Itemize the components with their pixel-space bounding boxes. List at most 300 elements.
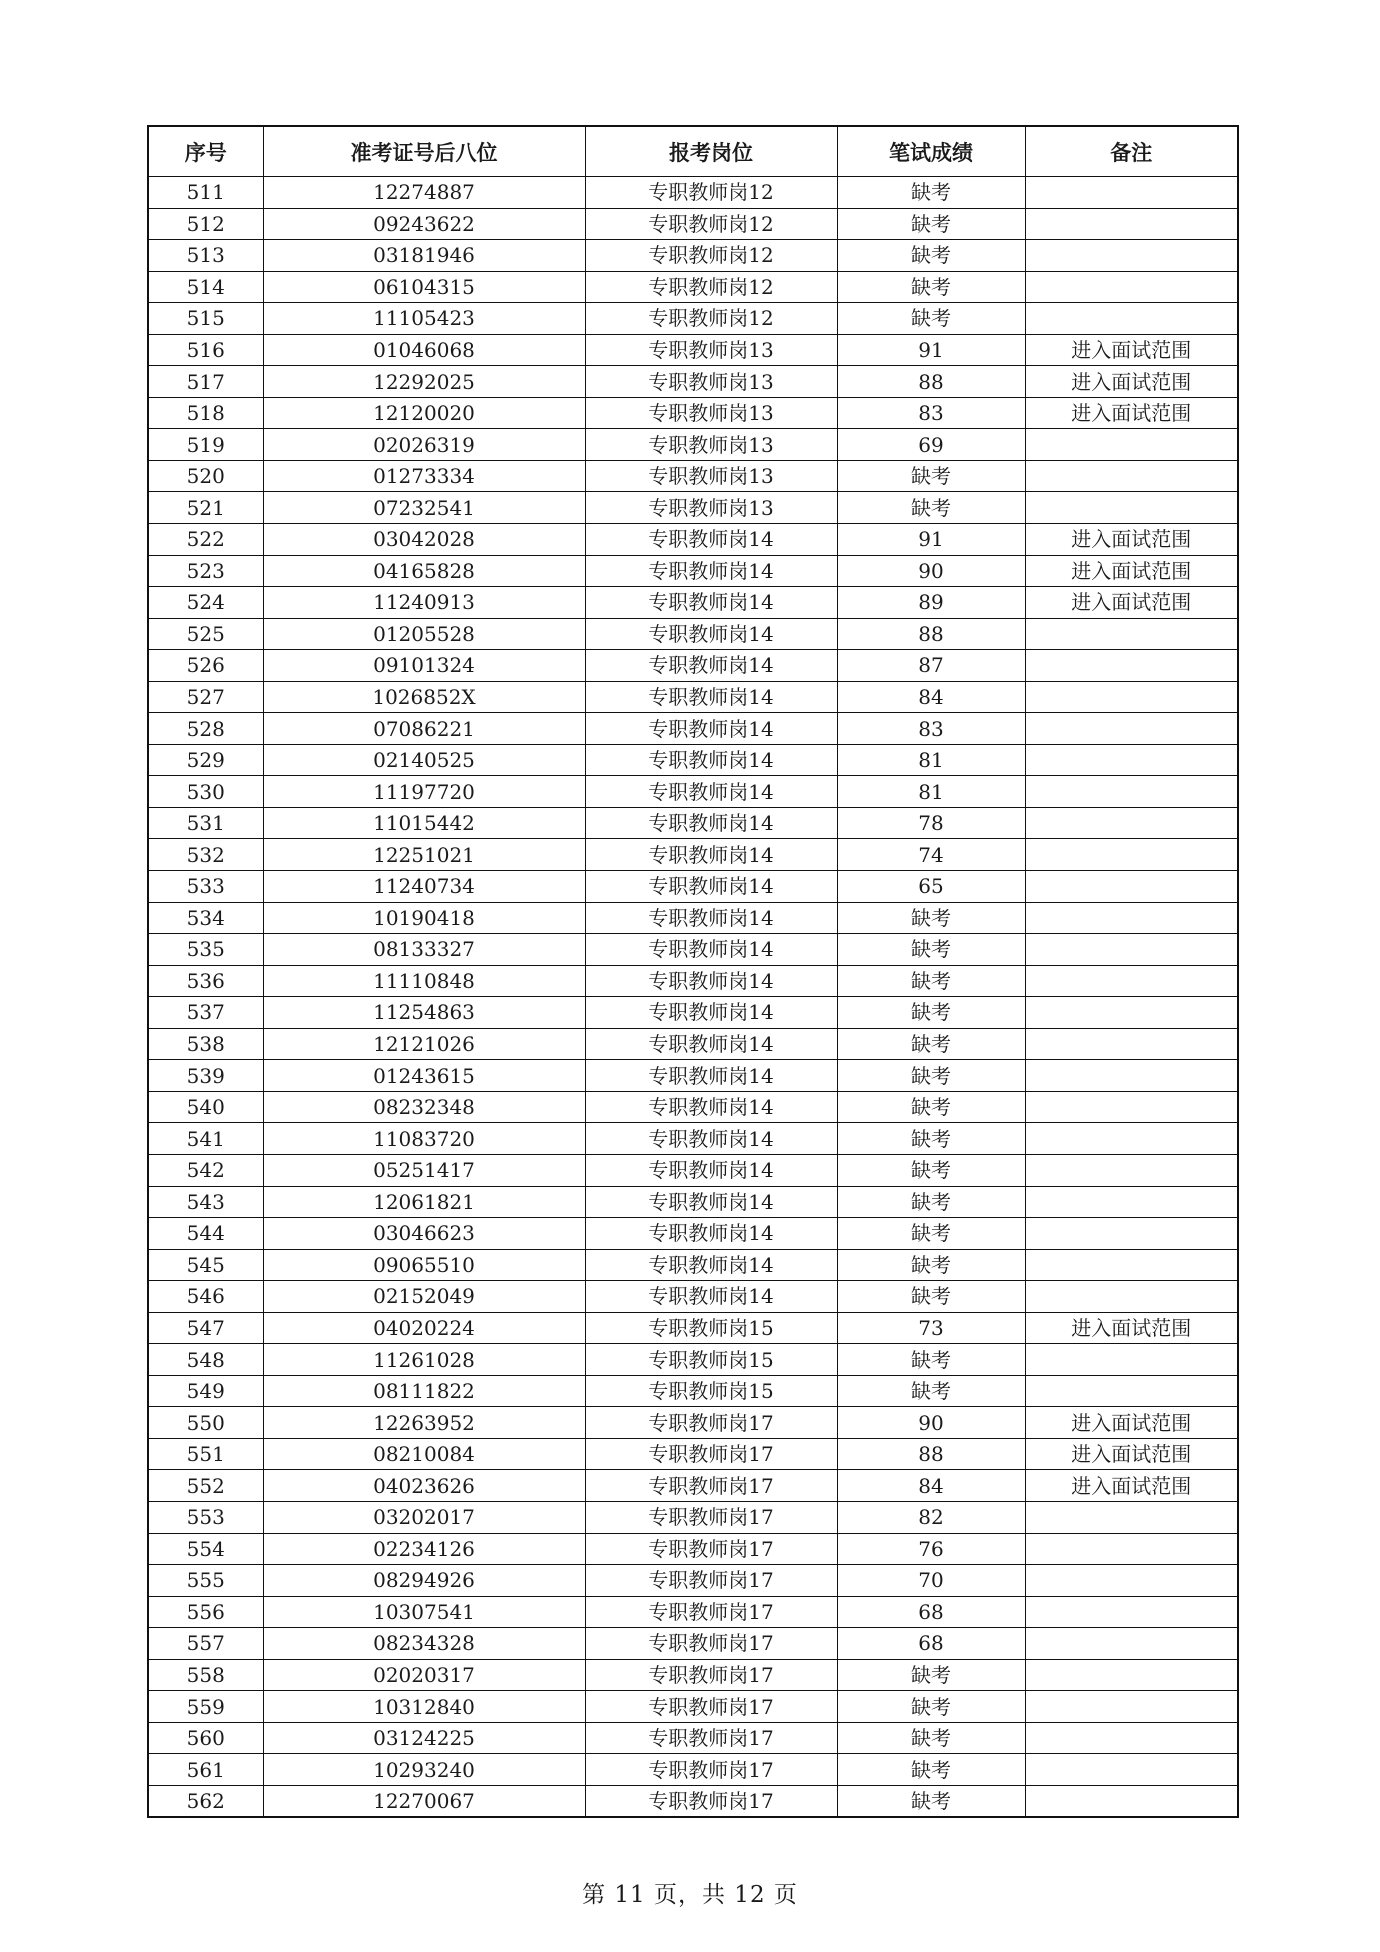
cell-remarks: [1025, 1154, 1238, 1186]
table-row: [148, 839, 1238, 871]
cell-written-score: 82: [837, 1501, 1025, 1533]
cell-position: 专职教师岗15: [585, 1344, 837, 1376]
cell-seq: 546: [148, 1281, 263, 1313]
cell-position: 专职教师岗14: [585, 1249, 837, 1281]
table-row: [148, 460, 1238, 492]
cell-position: 专职教师岗14: [585, 1186, 837, 1218]
cell-remarks: [1025, 1628, 1238, 1660]
cell-remarks: [1025, 1722, 1238, 1754]
cell-ticket-number: 08232348: [263, 1091, 585, 1123]
cell-seq: 543: [148, 1186, 263, 1218]
table-body: [148, 177, 1238, 1818]
table-row: [148, 1281, 1238, 1313]
cell-position: 专职教师岗14: [585, 618, 837, 650]
cell-remarks: [1025, 1659, 1238, 1691]
cell-seq: 552: [148, 1470, 263, 1502]
cell-position: 专职教师岗14: [585, 1123, 837, 1155]
cell-written-score: 缺考: [837, 1691, 1025, 1723]
table-row: [148, 1596, 1238, 1628]
cell-remarks: [1025, 303, 1238, 335]
cell-position: 专职教师岗15: [585, 1375, 837, 1407]
cell-remarks: [1025, 492, 1238, 524]
cell-position: 专职教师岗14: [585, 839, 837, 871]
cell-written-score: 缺考: [837, 492, 1025, 524]
cell-seq: 562: [148, 1785, 263, 1817]
cell-position: 专职教师岗14: [585, 744, 837, 776]
cell-position: 专职教师岗14: [585, 1091, 837, 1123]
cell-ticket-number: 10307541: [263, 1596, 585, 1628]
cell-ticket-number: 03124225: [263, 1722, 585, 1754]
table-row: [148, 1091, 1238, 1123]
table-row: [148, 1565, 1238, 1597]
cell-position: 专职教师岗17: [585, 1438, 837, 1470]
cell-written-score: 65: [837, 871, 1025, 903]
cell-remarks: [1025, 1028, 1238, 1060]
cell-written-score: 缺考: [837, 177, 1025, 209]
table-header-row: [148, 126, 1238, 177]
cell-ticket-number: 10190418: [263, 902, 585, 934]
cell-remarks: 进入面试范围: [1025, 1470, 1238, 1502]
cell-seq: 519: [148, 429, 263, 461]
cell-position: 专职教师岗17: [585, 1785, 837, 1817]
cell-remarks: [1025, 240, 1238, 272]
cell-seq: 512: [148, 208, 263, 240]
cell-seq: 511: [148, 177, 263, 209]
table-row: [148, 1060, 1238, 1092]
cell-seq: 558: [148, 1659, 263, 1691]
cell-remarks: [1025, 1123, 1238, 1155]
cell-remarks: [1025, 776, 1238, 808]
cell-written-score: 78: [837, 807, 1025, 839]
cell-ticket-number: 11105423: [263, 303, 585, 335]
cell-ticket-number: 12292025: [263, 366, 585, 398]
cell-position: 专职教师岗17: [585, 1722, 837, 1754]
cell-written-score: 缺考: [837, 240, 1025, 272]
table-row: [148, 1344, 1238, 1376]
cell-remarks: [1025, 997, 1238, 1029]
cell-ticket-number: 11254863: [263, 997, 585, 1029]
cell-position: 专职教师岗14: [585, 524, 837, 556]
cell-ticket-number: 04020224: [263, 1312, 585, 1344]
cell-seq: 530: [148, 776, 263, 808]
cell-remarks: [1025, 429, 1238, 461]
table-row: [148, 303, 1238, 335]
cell-ticket-number: 03046623: [263, 1218, 585, 1250]
cell-seq: 537: [148, 997, 263, 1029]
cell-remarks: [1025, 713, 1238, 745]
table-row: [148, 1123, 1238, 1155]
table-row: [148, 177, 1238, 209]
cell-ticket-number: 12263952: [263, 1407, 585, 1439]
cell-seq: 539: [148, 1060, 263, 1092]
cell-remarks: [1025, 1060, 1238, 1092]
cell-seq: 555: [148, 1565, 263, 1597]
table-row: [148, 1154, 1238, 1186]
table-row: [148, 1785, 1238, 1817]
cell-seq: 534: [148, 902, 263, 934]
table-row: [148, 1375, 1238, 1407]
cell-ticket-number: 03181946: [263, 240, 585, 272]
cell-seq: 528: [148, 713, 263, 745]
cell-remarks: [1025, 1281, 1238, 1313]
cell-position: 专职教师岗12: [585, 240, 837, 272]
cell-written-score: 缺考: [837, 1281, 1025, 1313]
score-table: [147, 125, 1239, 1818]
cell-seq: 536: [148, 965, 263, 997]
cell-seq: 533: [148, 871, 263, 903]
table-row: [148, 997, 1238, 1029]
cell-ticket-number: 11240734: [263, 871, 585, 903]
cell-written-score: 缺考: [837, 1091, 1025, 1123]
cell-position: 专职教师岗14: [585, 555, 837, 587]
cell-seq: 513: [148, 240, 263, 272]
cell-written-score: 68: [837, 1628, 1025, 1660]
cell-remarks: [1025, 839, 1238, 871]
table-row: [148, 744, 1238, 776]
cell-ticket-number: 09101324: [263, 650, 585, 682]
cell-seq: 525: [148, 618, 263, 650]
cell-seq: 551: [148, 1438, 263, 1470]
cell-remarks: 进入面试范围: [1025, 1312, 1238, 1344]
cell-written-score: 69: [837, 429, 1025, 461]
cell-position: 专职教师岗14: [585, 902, 837, 934]
header-remarks: 备注: [1025, 126, 1238, 177]
cell-seq: 517: [148, 366, 263, 398]
table-row: [148, 871, 1238, 903]
cell-ticket-number: 02026319: [263, 429, 585, 461]
table-row: [148, 240, 1238, 272]
table-row: [148, 965, 1238, 997]
cell-written-score: 81: [837, 776, 1025, 808]
cell-written-score: 缺考: [837, 997, 1025, 1029]
cell-remarks: 进入面试范围: [1025, 1438, 1238, 1470]
cell-seq: 550: [148, 1407, 263, 1439]
cell-remarks: [1025, 177, 1238, 209]
table-row: [148, 397, 1238, 429]
cell-written-score: 缺考: [837, 1154, 1025, 1186]
cell-position: 专职教师岗17: [585, 1659, 837, 1691]
cell-remarks: [1025, 1533, 1238, 1565]
cell-ticket-number: 12251021: [263, 839, 585, 871]
cell-seq: 561: [148, 1754, 263, 1786]
cell-seq: 524: [148, 587, 263, 619]
table-row: [148, 1501, 1238, 1533]
cell-position: 专职教师岗17: [585, 1533, 837, 1565]
cell-position: 专职教师岗14: [585, 1060, 837, 1092]
cell-remarks: [1025, 1375, 1238, 1407]
cell-remarks: [1025, 807, 1238, 839]
cell-position: 专职教师岗13: [585, 334, 837, 366]
cell-ticket-number: 08234328: [263, 1628, 585, 1660]
cell-written-score: 90: [837, 555, 1025, 587]
cell-remarks: [1025, 1785, 1238, 1817]
cell-written-score: 缺考: [837, 1218, 1025, 1250]
table-row: [148, 587, 1238, 619]
cell-written-score: 缺考: [837, 460, 1025, 492]
cell-seq: 535: [148, 934, 263, 966]
cell-ticket-number: 10293240: [263, 1754, 585, 1786]
cell-ticket-number: 11015442: [263, 807, 585, 839]
cell-ticket-number: 09243622: [263, 208, 585, 240]
cell-remarks: 进入面试范围: [1025, 334, 1238, 366]
table-row: [148, 1186, 1238, 1218]
cell-position: 专职教师岗12: [585, 177, 837, 209]
cell-ticket-number: 09065510: [263, 1249, 585, 1281]
cell-ticket-number: 06104315: [263, 271, 585, 303]
cell-position: 专职教师岗17: [585, 1691, 837, 1723]
table-row: [148, 1754, 1238, 1786]
cell-remarks: 进入面试范围: [1025, 397, 1238, 429]
cell-seq: 516: [148, 334, 263, 366]
cell-remarks: 进入面试范围: [1025, 366, 1238, 398]
cell-seq: 532: [148, 839, 263, 871]
cell-ticket-number: 10312840: [263, 1691, 585, 1723]
table-row: [148, 492, 1238, 524]
cell-written-score: 73: [837, 1312, 1025, 1344]
cell-remarks: 进入面试范围: [1025, 555, 1238, 587]
cell-written-score: 缺考: [837, 1659, 1025, 1691]
cell-ticket-number: 03042028: [263, 524, 585, 556]
cell-position: 专职教师岗17: [585, 1407, 837, 1439]
cell-seq: 523: [148, 555, 263, 587]
cell-written-score: 缺考: [837, 1123, 1025, 1155]
cell-position: 专职教师岗13: [585, 460, 837, 492]
cell-written-score: 83: [837, 713, 1025, 745]
cell-position: 专职教师岗14: [585, 997, 837, 1029]
cell-position: 专职教师岗14: [585, 713, 837, 745]
cell-written-score: 缺考: [837, 271, 1025, 303]
cell-remarks: [1025, 618, 1238, 650]
table-row: [148, 934, 1238, 966]
cell-position: 专职教师岗12: [585, 271, 837, 303]
cell-written-score: 88: [837, 618, 1025, 650]
page-footer: 第 11 页，共 12 页: [582, 1882, 798, 1908]
cell-seq: 540: [148, 1091, 263, 1123]
cell-ticket-number: 08111822: [263, 1375, 585, 1407]
cell-position: 专职教师岗17: [585, 1470, 837, 1502]
cell-seq: 520: [148, 460, 263, 492]
cell-position: 专职教师岗14: [585, 965, 837, 997]
cell-written-score: 89: [837, 587, 1025, 619]
cell-position: 专职教师岗14: [585, 1028, 837, 1060]
cell-written-score: 70: [837, 1565, 1025, 1597]
cell-position: 专职教师岗14: [585, 650, 837, 682]
cell-seq: 541: [148, 1123, 263, 1155]
table-row: [148, 650, 1238, 682]
cell-position: 专职教师岗13: [585, 429, 837, 461]
cell-seq: 554: [148, 1533, 263, 1565]
cell-ticket-number: 05251417: [263, 1154, 585, 1186]
cell-written-score: 缺考: [837, 1344, 1025, 1376]
cell-written-score: 缺考: [837, 1785, 1025, 1817]
cell-remarks: [1025, 1596, 1238, 1628]
cell-remarks: [1025, 1091, 1238, 1123]
cell-written-score: 88: [837, 1438, 1025, 1470]
cell-seq: 527: [148, 681, 263, 713]
cell-remarks: [1025, 650, 1238, 682]
table-row: [148, 1407, 1238, 1439]
cell-ticket-number: 04023626: [263, 1470, 585, 1502]
cell-written-score: 90: [837, 1407, 1025, 1439]
cell-ticket-number: 02140525: [263, 744, 585, 776]
cell-ticket-number: 08133327: [263, 934, 585, 966]
table-row: [148, 1533, 1238, 1565]
cell-position: 专职教师岗14: [585, 681, 837, 713]
cell-seq: 529: [148, 744, 263, 776]
cell-written-score: 91: [837, 334, 1025, 366]
cell-ticket-number: 1026852X: [263, 681, 585, 713]
cell-remarks: [1025, 208, 1238, 240]
cell-position: 专职教师岗15: [585, 1312, 837, 1344]
table-row: [148, 1218, 1238, 1250]
cell-remarks: [1025, 1501, 1238, 1533]
table-row: [148, 1628, 1238, 1660]
cell-remarks: 进入面试范围: [1025, 524, 1238, 556]
header-ticket-number: 准考证号后八位: [263, 126, 585, 177]
cell-ticket-number: 12274887: [263, 177, 585, 209]
cell-ticket-number: 11240913: [263, 587, 585, 619]
cell-written-score: 缺考: [837, 208, 1025, 240]
cell-remarks: [1025, 271, 1238, 303]
table-row: [148, 1691, 1238, 1723]
cell-position: 专职教师岗14: [585, 807, 837, 839]
cell-ticket-number: 12270067: [263, 1785, 585, 1817]
cell-position: 专职教师岗13: [585, 492, 837, 524]
table-row: [148, 429, 1238, 461]
cell-position: 专职教师岗14: [585, 587, 837, 619]
cell-remarks: 进入面试范围: [1025, 1407, 1238, 1439]
table-row: [148, 208, 1238, 240]
table-row: [148, 1312, 1238, 1344]
cell-seq: 542: [148, 1154, 263, 1186]
header-position: 报考岗位: [585, 126, 837, 177]
table-row: [148, 1438, 1238, 1470]
cell-seq: 549: [148, 1375, 263, 1407]
cell-ticket-number: 07232541: [263, 492, 585, 524]
cell-ticket-number: 02152049: [263, 1281, 585, 1313]
cell-remarks: [1025, 1249, 1238, 1281]
cell-ticket-number: 12120020: [263, 397, 585, 429]
header-written-score: 笔试成绩: [837, 126, 1025, 177]
table-row: [148, 1722, 1238, 1754]
cell-remarks: [1025, 1565, 1238, 1597]
cell-written-score: 缺考: [837, 1375, 1025, 1407]
cell-written-score: 缺考: [837, 1754, 1025, 1786]
cell-ticket-number: 02234126: [263, 1533, 585, 1565]
cell-seq: 559: [148, 1691, 263, 1723]
cell-ticket-number: 11261028: [263, 1344, 585, 1376]
cell-seq: 521: [148, 492, 263, 524]
cell-seq: 538: [148, 1028, 263, 1060]
cell-ticket-number: 12121026: [263, 1028, 585, 1060]
table-row: [148, 366, 1238, 398]
table-row: [148, 555, 1238, 587]
cell-position: 专职教师岗12: [585, 303, 837, 335]
cell-written-score: 缺考: [837, 1722, 1025, 1754]
cell-written-score: 74: [837, 839, 1025, 871]
cell-written-score: 88: [837, 366, 1025, 398]
cell-written-score: 缺考: [837, 1249, 1025, 1281]
cell-ticket-number: 01046068: [263, 334, 585, 366]
cell-seq: 548: [148, 1344, 263, 1376]
cell-remarks: [1025, 934, 1238, 966]
cell-remarks: [1025, 871, 1238, 903]
cell-ticket-number: 02020317: [263, 1659, 585, 1691]
cell-ticket-number: 03202017: [263, 1501, 585, 1533]
cell-ticket-number: 01205528: [263, 618, 585, 650]
cell-remarks: [1025, 1186, 1238, 1218]
cell-remarks: [1025, 965, 1238, 997]
cell-written-score: 83: [837, 397, 1025, 429]
table-row: [148, 807, 1238, 839]
table-row: [148, 1470, 1238, 1502]
cell-seq: 515: [148, 303, 263, 335]
cell-written-score: 87: [837, 650, 1025, 682]
cell-position: 专职教师岗14: [585, 934, 837, 966]
cell-written-score: 缺考: [837, 902, 1025, 934]
cell-ticket-number: 11110848: [263, 965, 585, 997]
cell-seq: 518: [148, 397, 263, 429]
cell-remarks: [1025, 460, 1238, 492]
cell-written-score: 缺考: [837, 1028, 1025, 1060]
cell-ticket-number: 08294926: [263, 1565, 585, 1597]
cell-position: 专职教师岗17: [585, 1565, 837, 1597]
cell-seq: 560: [148, 1722, 263, 1754]
table-row: [148, 1249, 1238, 1281]
cell-ticket-number: 11083720: [263, 1123, 585, 1155]
cell-position: 专职教师岗14: [585, 871, 837, 903]
cell-position: 专职教师岗17: [585, 1628, 837, 1660]
cell-seq: 522: [148, 524, 263, 556]
cell-written-score: 91: [837, 524, 1025, 556]
cell-position: 专职教师岗17: [585, 1596, 837, 1628]
cell-position: 专职教师岗13: [585, 366, 837, 398]
cell-position: 专职教师岗14: [585, 1281, 837, 1313]
cell-written-score: 缺考: [837, 934, 1025, 966]
cell-position: 专职教师岗12: [585, 208, 837, 240]
cell-written-score: 缺考: [837, 1060, 1025, 1092]
cell-remarks: [1025, 1218, 1238, 1250]
cell-written-score: 76: [837, 1533, 1025, 1565]
cell-ticket-number: 11197720: [263, 776, 585, 808]
header-seq: 序号: [148, 126, 263, 177]
cell-remarks: 进入面试范围: [1025, 587, 1238, 619]
table-row: [148, 776, 1238, 808]
cell-seq: 547: [148, 1312, 263, 1344]
cell-remarks: [1025, 1691, 1238, 1723]
table-row: [148, 681, 1238, 713]
cell-position: 专职教师岗13: [585, 397, 837, 429]
cell-ticket-number: 04165828: [263, 555, 585, 587]
cell-written-score: 84: [837, 1470, 1025, 1502]
cell-position: 专职教师岗14: [585, 1154, 837, 1186]
cell-remarks: [1025, 1754, 1238, 1786]
table-row: [148, 618, 1238, 650]
cell-ticket-number: 01243615: [263, 1060, 585, 1092]
cell-seq: 514: [148, 271, 263, 303]
cell-seq: 526: [148, 650, 263, 682]
cell-seq: 557: [148, 1628, 263, 1660]
cell-position: 专职教师岗14: [585, 776, 837, 808]
cell-written-score: 68: [837, 1596, 1025, 1628]
cell-seq: 531: [148, 807, 263, 839]
table-row: [148, 713, 1238, 745]
cell-position: 专职教师岗17: [585, 1501, 837, 1533]
cell-remarks: [1025, 744, 1238, 776]
cell-seq: 553: [148, 1501, 263, 1533]
cell-seq: 544: [148, 1218, 263, 1250]
cell-ticket-number: 12061821: [263, 1186, 585, 1218]
